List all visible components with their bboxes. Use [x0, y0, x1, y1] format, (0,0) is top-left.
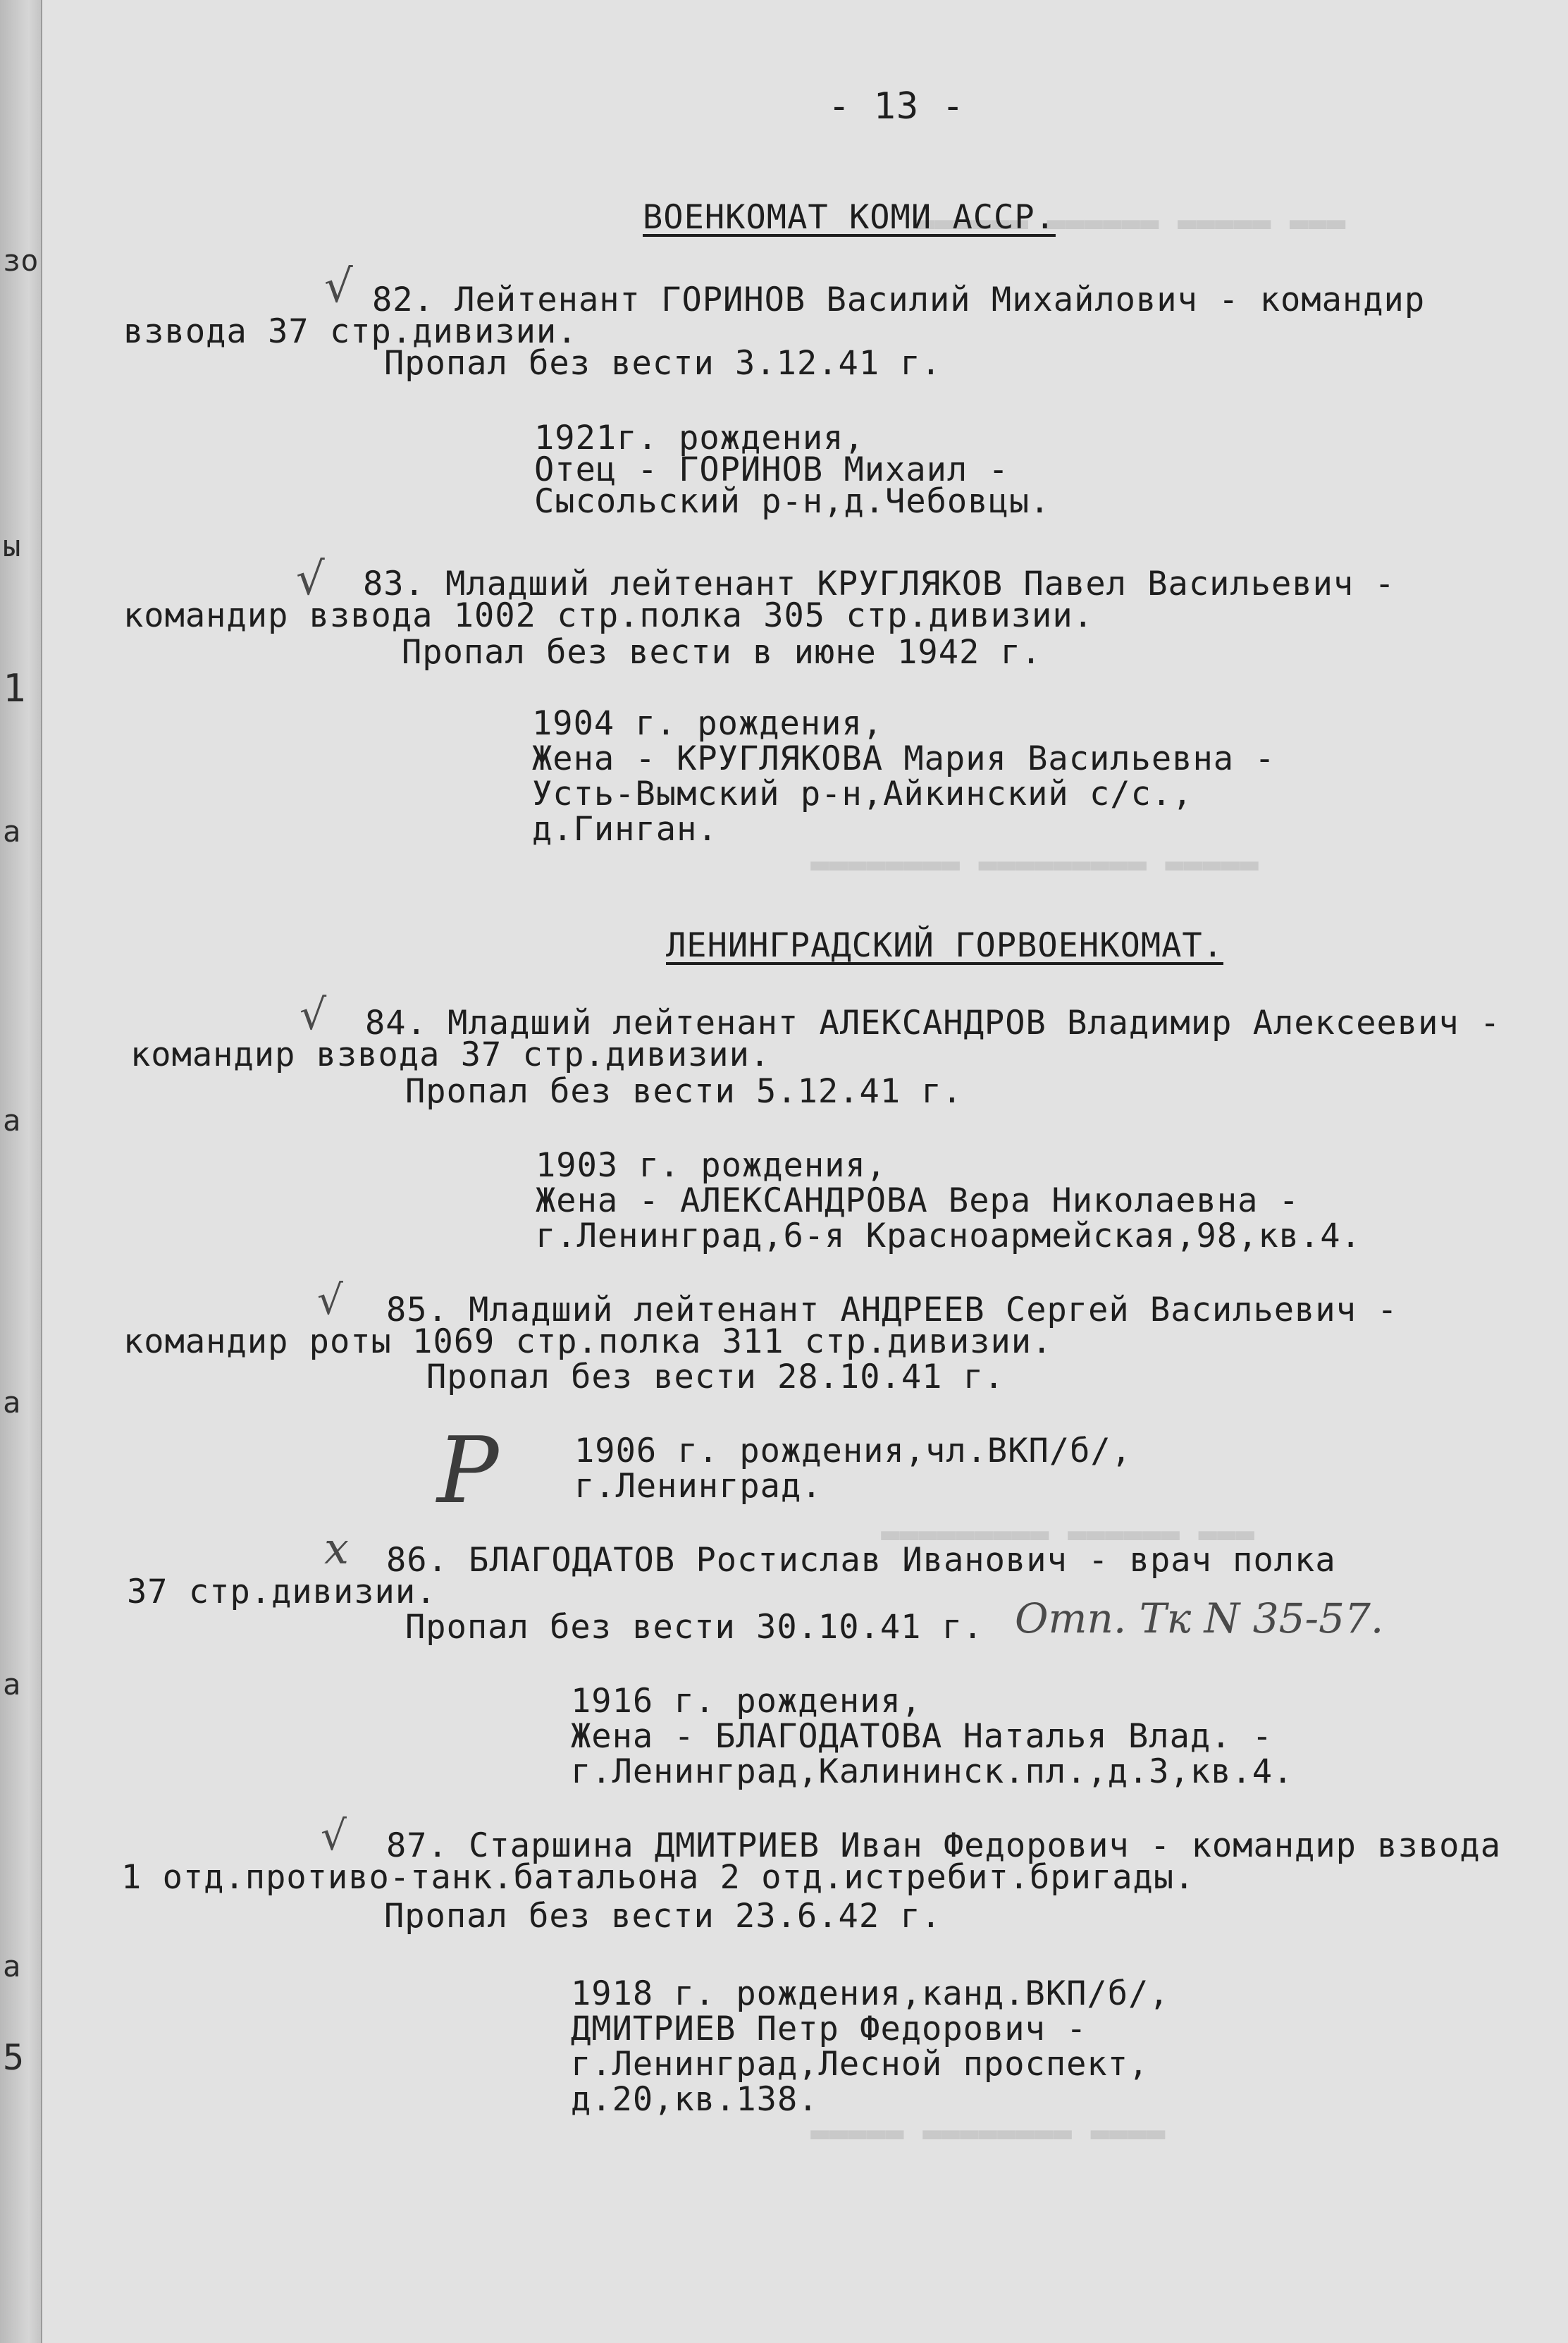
previous-page-edge — [0, 0, 42, 2343]
margin-fragment: а — [3, 1667, 21, 1702]
entry-83-line-7: д.Гинган. — [532, 810, 718, 849]
entry-84-line-3: Пропал без вести 5.12.41 г. — [405, 1072, 963, 1111]
bleed-through-text: ▬▬▬▬▬ ▬▬▬▬▬▬▬▬▬ ▬▬▬▬▬▬▬▬ — [810, 846, 1259, 882]
entry-83-line-3: Пропал без вести в июне 1942 г. — [402, 633, 1042, 672]
entry-84-line-2: командир взвода 37 стр.дивизии. — [130, 1035, 771, 1074]
entry-87-line-6: г.Ленинград,Лесной проспект, — [571, 2045, 1149, 2084]
x-mark: х — [324, 1523, 349, 1574]
entry-83-line-1: 83. Младший лейтенант КРУГЛЯКОВ Павел Васильевич - — [363, 565, 1395, 603]
entry-82-line-4: 1921г. рождения, — [534, 419, 865, 457]
entry-84-line-6: г.Ленинград,6-я Красноармейская,98,кв.4. — [536, 1217, 1362, 1255]
entry-86-line-4: 1916 г. рождения, — [571, 1682, 922, 1721]
section-heading-leningrad: ЛЕНИНГРАДСКИЙ ГОРВОЕНКОМАТ. — [666, 926, 1224, 965]
entry-86-line-2: 37 стр.дивизии. — [127, 1573, 437, 1611]
entry-82-line-2: взвода 37 стр.дивизии. — [123, 312, 578, 351]
entry-82-line-1: 82. Лейтенант ГОРИНОВ Василий Михайлович - командир — [372, 281, 1426, 319]
margin-fragment: 1 — [3, 666, 26, 711]
bleed-through-text: ▬▬▬ ▬▬▬▬▬▬ ▬▬▬▬▬▬▬▬▬ — [881, 1515, 1254, 1551]
entry-82-line-3: Пропал без вести 3.12.41 г. — [384, 344, 942, 383]
margin-fragment: а — [3, 1103, 21, 1138]
bleed-through-text: ▬▬▬▬ ▬▬▬▬▬▬▬▬ ▬▬▬▬▬ — [810, 2115, 1166, 2151]
entry-86-line-6: г.Ленинград,Калининск.пл.,д.3,кв.4. — [571, 1752, 1294, 1791]
entry-87-line-1: 87. Старшина ДМИТРИЕВ Иван Федорович - командир взвода — [386, 1826, 1502, 1865]
margin-fragment: а — [3, 1385, 21, 1420]
page-number: - 13 - — [828, 85, 965, 128]
section-heading-komi: ВОЕНКОМАТ КОМИ АССР. — [643, 198, 1056, 237]
entry-87-line-4: 1918 г. рождения,канд.ВКП/б/, — [571, 1974, 1170, 2013]
entry-85-line-5: г.Ленинград. — [574, 1467, 822, 1506]
entry-82-line-6: Сысольский р-н,д.Чебовцы. — [534, 482, 1051, 521]
check-mark: √ — [317, 1276, 343, 1324]
entry-87-line-7: д.20,кв.138. — [571, 2080, 819, 2119]
entry-87-line-2: 1 отд.противо-танк.батальона 2 отд.истребит.бригады. — [121, 1858, 1195, 1897]
entry-85-line-4: 1906 г. рождения,чл.ВКП/б/, — [574, 1432, 1132, 1470]
entry-82-line-5: Отец - ГОРИНОВ Михаил - — [534, 450, 1009, 489]
entry-86-line-3: Пропал без вести 30.10.41 г. — [405, 1608, 984, 1647]
entry-84-line-4: 1903 г. рождения, — [536, 1146, 887, 1185]
entry-83-line-4: 1904 г. рождения, — [532, 704, 884, 743]
entry-87-line-3: Пропал без вести 23.6.42 г. — [384, 1897, 942, 1936]
margin-fragment: а — [3, 814, 21, 849]
margin-fragment: а — [3, 1949, 21, 1984]
entry-85-line-2: командир роты 1069 стр.полка 311 стр.дивизии. — [123, 1322, 1053, 1361]
entry-85-line-1: 85. Младший лейтенант АНДРЕЕВ Сергей Васильевич - — [386, 1291, 1398, 1329]
check-mark: √ — [296, 553, 325, 605]
handwritten-note: Отп. Тк N 35-57. — [1015, 1594, 1384, 1642]
margin-fragment: 5 — [3, 2037, 25, 2078]
handwritten-r-mark: Р — [437, 1417, 499, 1524]
entry-85-line-3: Пропал без вести 28.10.41 г. — [426, 1358, 1005, 1396]
bleed-through-text: ▬▬▬ ▬▬▬▬▬ ▬▬▬▬▬▬ ▬▬▬▬▬▬ — [916, 204, 1346, 240]
entry-84-line-5: Жена - АЛЕКСАНДРОВА Вера Николаевна - — [536, 1181, 1300, 1220]
entry-83-line-6: Усть-Вымский р-н,Айкинский с/с., — [532, 775, 1193, 813]
check-mark: √ — [321, 1812, 347, 1859]
entry-84-line-1: 84. Младший лейтенант АЛЕКСАНДРОВ Владимир Алексеевич - — [365, 1004, 1501, 1043]
entry-83-line-5: Жена - КРУГЛЯКОВА Мария Васильевна - — [532, 739, 1276, 778]
check-mark: √ — [300, 990, 327, 1040]
entry-86-line-1: 86. БЛАГОДАТОВ Ростислав Иванович - врач полка — [386, 1541, 1336, 1580]
entry-86-line-5: Жена - БЛАГОДАТОВА Наталья Влад. - — [571, 1717, 1273, 1756]
entry-87-line-5: ДМИТРИЕВ Петр Федорович - — [571, 2010, 1087, 2048]
check-mark: √ — [324, 261, 353, 313]
margin-fragment: зо — [3, 243, 39, 278]
entry-83-line-2: командир взвода 1002 стр.полка 305 стр.дивизии. — [123, 596, 1094, 635]
margin-fragment: ы — [3, 529, 21, 563]
